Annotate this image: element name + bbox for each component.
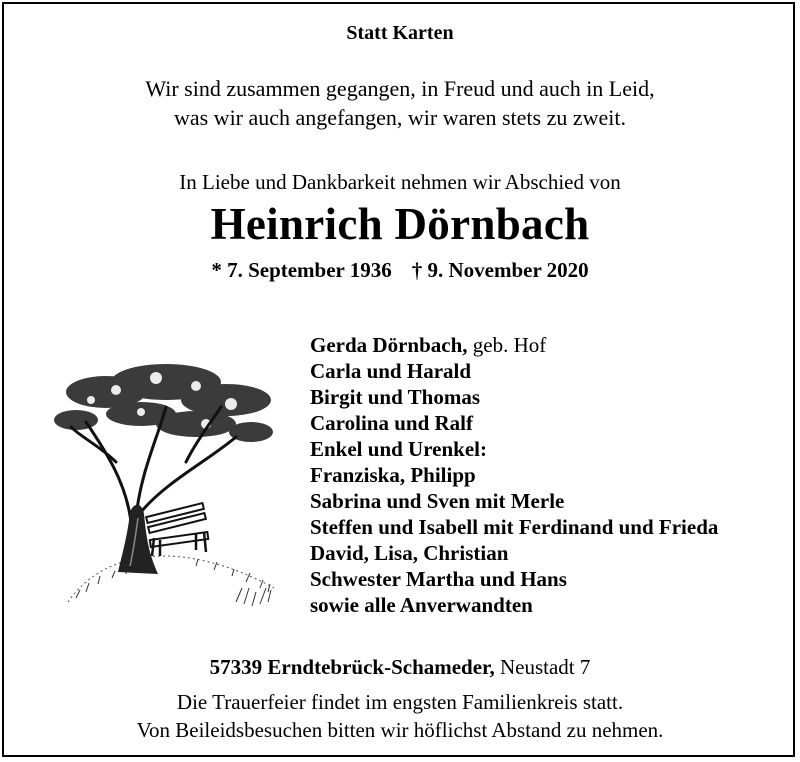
verse-line-1: Wir sind zusammen gegangen, in Freud und auch in Leid, (145, 76, 655, 101)
statt-karten-heading: Statt Karten (346, 22, 454, 44)
mourner-line: Schwester Martha und Hans (310, 567, 567, 591)
mourner-line: Birgit und Thomas (310, 385, 480, 409)
death-date: † 9. November 2020 (411, 258, 589, 282)
mourner-line: Carla und Harald (310, 359, 472, 383)
verse (0, 74, 800, 132)
mourner-line: sowie alle Anverwandten (310, 593, 533, 617)
mourner-line: Enkel und Urenkel: (310, 437, 487, 461)
funeral-notice (0, 688, 800, 744)
family-address (0, 655, 800, 680)
mourner-widow (310, 332, 790, 358)
mourner-widow-maiden-name: geb. Hof (467, 333, 547, 357)
life-dates (0, 258, 800, 283)
mourners-list (310, 332, 790, 618)
birth-date: * 7. September 1936 (211, 258, 392, 282)
mourner-line: David, Lisa, Christian (310, 541, 509, 565)
address-place: 57339 Erndtebrück-Schameder, (209, 655, 495, 679)
mourner-line: Steffen und Isabell mit Ferdinand und Frieda (310, 515, 719, 539)
mourner-line: Carolina und Ralf (310, 411, 473, 435)
mourner-line: Sabrina und Sven mit Merle (310, 489, 565, 513)
notice-line-1: Die Trauerfeier findet im engsten Familienkreis statt. (176, 690, 624, 714)
farewell-intro: In Liebe und Dankbarkeit nehmen wir Abschied von (179, 170, 621, 194)
notice-line-2: Von Beileidsbesuchen bitten wir höflichst Abstand zu nehmen. (136, 718, 664, 742)
mourner-widow-name: Gerda Dörnbach, (310, 333, 468, 357)
mourner-line: Franziska, Philipp (310, 463, 476, 487)
address-street: Neustadt 7 (494, 655, 591, 679)
deceased-name: Heinrich Dörnbach (210, 199, 590, 249)
verse-line-2: was wir auch angefangen, wir waren stets zu zweit. (173, 105, 627, 130)
tree-with-bench-icon (46, 352, 278, 610)
